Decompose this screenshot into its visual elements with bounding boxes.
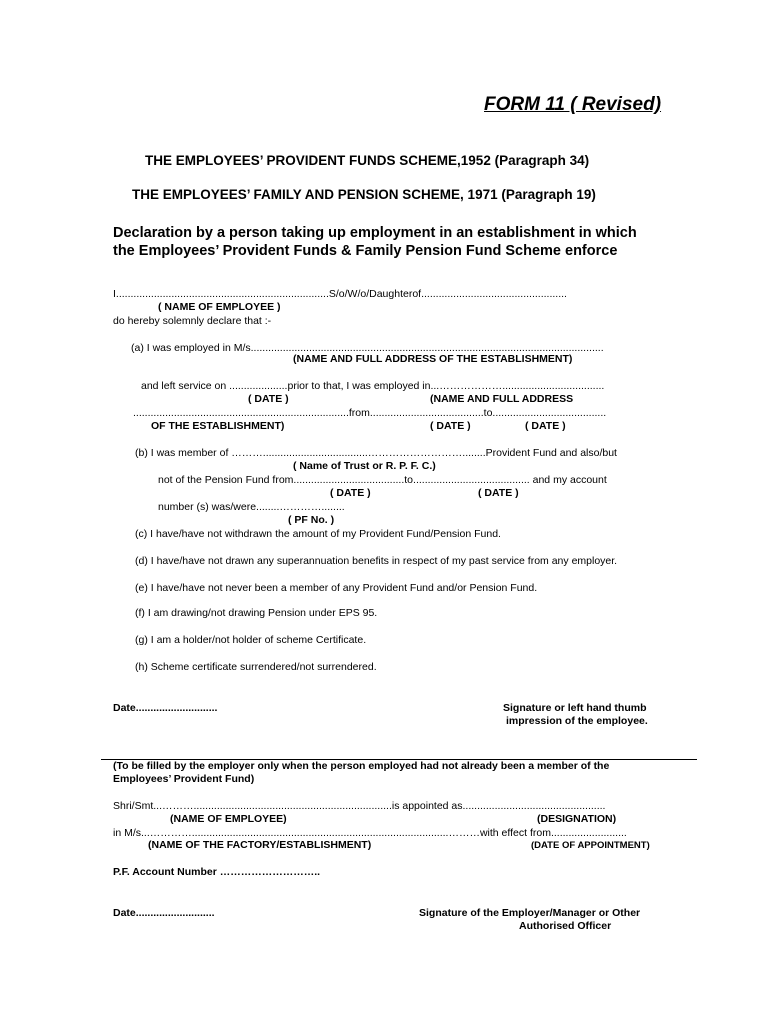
item-a-to-date-label: ( DATE ) [525,420,566,432]
item-g: (g) I am a holder/not holder of scheme Certificate. [135,634,367,646]
item-a-from-date-label: ( DATE ) [430,420,471,432]
establishment-line: in M/s...…………........................................................................................………with effect from.......................... [113,827,627,839]
declaration-line-2: the Employees’ Provident Funds & Family Pension Fund Scheme enforce [113,243,618,259]
date-of-appointment-label: (DATE OF APPOINTMENT) [531,840,650,851]
employee-signature-line-1: Signature or left hand thumb [503,702,647,714]
item-a-line-1: (a) I was employed in M/s......................................................................................................................... [131,342,604,354]
declaration-line-1: Declaration by a person taking up employment in an establishment in which [113,225,637,241]
item-b-line-2: not of the Pension Fund from......................................to........................................ and my account [158,474,607,486]
item-b-line-3: number (s) was/were........…………........ [158,501,345,513]
item-c: (c) I have/have not withdrawn the amount of my Provident Fund/Pension Fund. [135,528,501,540]
employer-employee-name-label: (NAME OF EMPLOYEE) [170,813,287,825]
item-e: (e) I have/have not never been a member of any Provident Fund and/or Pension Fund. [135,582,538,594]
solemn-declaration: do hereby solemnly declare that :- [113,315,272,327]
scheme-pension-heading: THE EMPLOYEES’ FAMILY AND PENSION SCHEME, 1971 (Paragraph 19) [132,187,596,202]
item-b-to-date-label: ( DATE ) [478,487,519,499]
scheme-pf-heading: THE EMPLOYEES’ PROVIDENT FUNDS SCHEME,1952 (Paragraph 34) [145,153,590,168]
factory-establishment-label: (NAME OF THE FACTORY/ESTABLISHMENT) [148,839,372,851]
employee-name-line: I.........................................................................S/o/W/o/Daughterof.................................................. [113,288,567,300]
item-b-line-1: (b) I was member of ………....................................………………………........Provident Fund and also/but [135,447,617,459]
item-a-date-label: ( DATE ) [248,393,289,405]
pf-account-number: P.F. Account Number ……………………….. [113,866,321,878]
employer-signature-line-2: Authorised Officer [519,920,612,932]
employer-signature-line-1: Signature of the Employer/Manager or Other [419,907,641,919]
form-title: FORM 11 ( Revised) [484,94,662,115]
item-b-trust-label: ( Name of Trust or R. P. F. C.) [293,460,436,472]
item-f: (f) I am drawing/not drawing Pension under EPS 95. [135,607,378,619]
item-d: (d) I have/have not drawn any superannuation benefits in respect of my past service from any employer. [135,555,618,567]
item-a-address-label: (NAME AND FULL ADDRESS [430,393,574,405]
item-h: (h) Scheme certificate surrendered/not surrendered. [135,661,377,673]
item-a-establishment-label-2: OF THE ESTABLISHMENT) [151,420,285,432]
item-a-establishment-label: (NAME AND FULL ADDRESS OF THE ESTABLISHMENT) [293,353,573,365]
designation-label: (DESIGNATION) [537,813,617,825]
employer-date: Date........................... [113,907,215,919]
employee-signature-line-2: impression of the employee. [506,715,648,727]
employer-note-line-2: Employees’ Provident Fund) [113,773,255,785]
item-b-from-date-label: ( DATE ) [330,487,371,499]
item-b-pf-label: ( PF No. ) [288,514,335,526]
appointment-line: Shri/Smt...………....................................................................is appointed as................................................. [113,800,606,812]
employer-note-line-1: (To be filled by the employer only when the person employed had not already been a member of the [113,760,610,772]
item-a-line-3: ..........................................................................from.......................................to....................................... [133,407,607,419]
employee-name-label: ( NAME OF EMPLOYEE ) [158,301,281,313]
item-a-line-2: and left service on ....................prior to that, I was employed in...………………................................... [141,380,605,392]
employee-date: Date............................ [113,702,218,714]
